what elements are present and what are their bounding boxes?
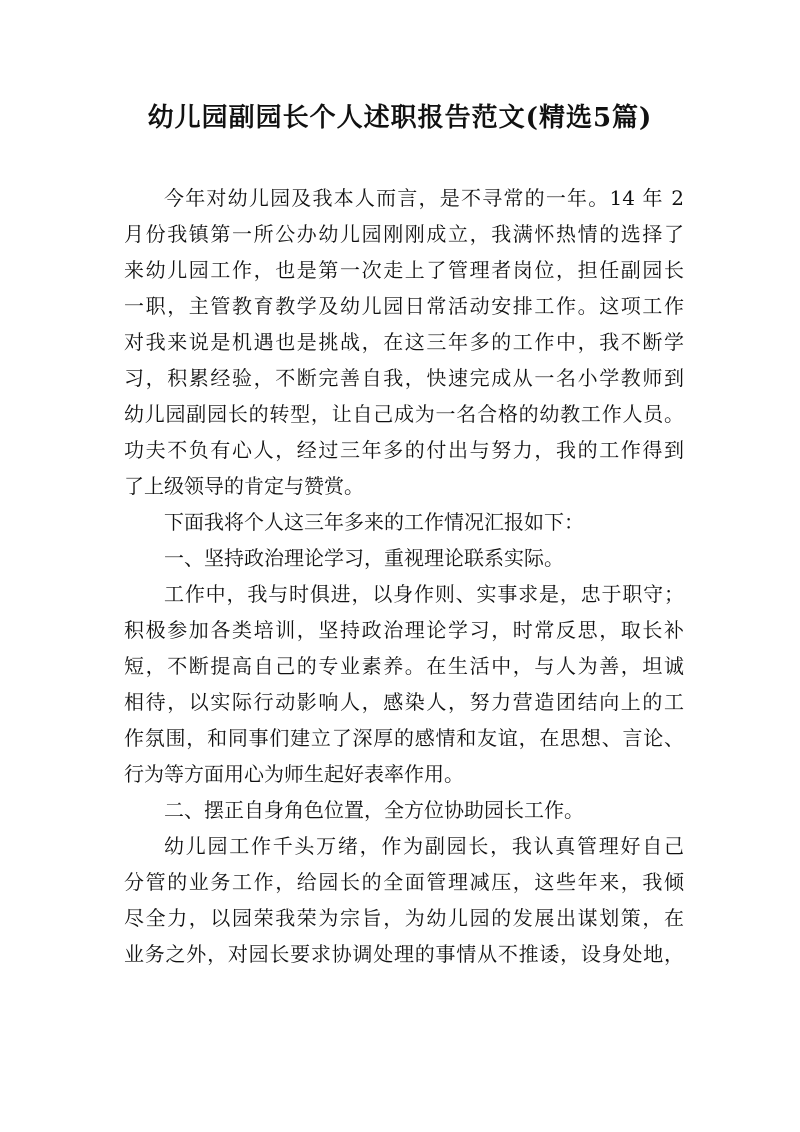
paragraph-line: 来幼儿园工作，也是第一次走上了管理者岗位，担任副园长 [124,258,684,282]
paragraph-line: 工作中，我与时俱进，以身作则、实事求是，忠于职守； [164,582,684,606]
paragraph-line: 一职，主管教育教学及幼儿园日常活动安排工作。这项工作 [124,294,684,318]
paragraph-line: 幼儿园副园长的转型，让自己成为一名合格的幼教工作人员。 [124,402,684,426]
paragraph-line: 业务之外，对园长要求协调处理的事情从不推诿，设身处地， [124,942,684,966]
paragraph-line: 功夫不负有心人，经过三年多的付出与努力，我的工作得到 [124,438,684,462]
document-body [124,180,684,972]
paragraph-line: 了上级领导的肯定与赞赏。 [124,474,364,498]
paragraph-line: 短，不断提高自己的专业素养。在生活中，与人为善，坦诚 [124,654,684,678]
section-heading: 二、摆正自身角色位置，全方位协助园长工作。 [164,798,584,822]
section-heading: 一、坚持政治理论学习，重视理论联系实际。 [164,546,564,570]
paragraph-line: 作氛围，和同事们建立了深厚的感情和友谊，在思想、言论、 [124,726,684,750]
document-title: 幼儿园副园长个人述职报告范文(精选5篇) [147,103,653,133]
paragraph-line: 习，积累经验，不断完善自我，快速完成从一名小学教师到 [124,366,684,390]
paragraph-line: 分管的业务工作，给园长的全面管理减压，这些年来，我倾 [124,870,684,894]
paragraph-line: 幼儿园工作千头万绪，作为副园长，我认真管理好自己 [164,834,684,858]
paragraph-line: 下面我将个人这三年多来的工作情况汇报如下： [164,510,584,534]
paragraph-line: 今年对幼儿园及我本人而言，是不寻常的一年。14 年 2 [164,186,684,210]
paragraph-line: 积极参加各类培训，坚持政治理论学习，时常反思，取长补 [124,618,684,642]
paragraph-line: 相待，以实际行动影响人，感染人，努力营造团结向上的工 [124,690,684,714]
paragraph-line: 行为等方面用心为师生起好表率作用。 [124,762,464,786]
paragraph-line: 尽全力，以园荣我荣为宗旨，为幼儿园的发展出谋划策，在 [124,906,684,930]
paragraph-line: 对我来说是机遇也是挑战，在这三年多的工作中，我不断学 [124,330,684,354]
paragraph-line: 月份我镇第一所公办幼儿园刚刚成立，我满怀热情的选择了 [124,222,684,246]
